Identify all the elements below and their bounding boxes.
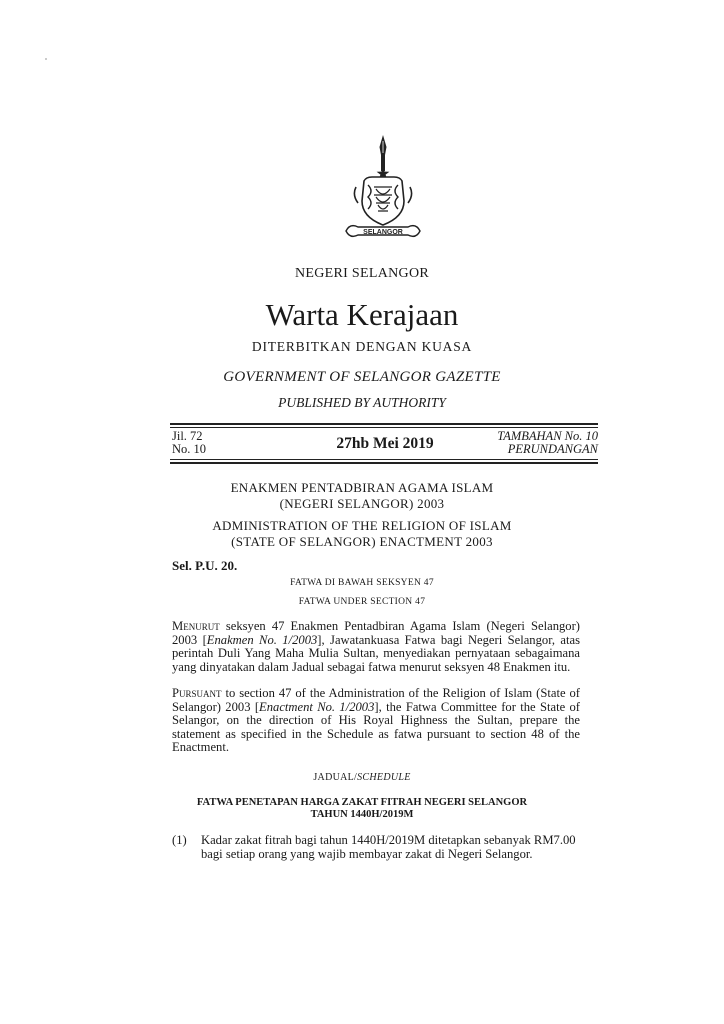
enactment-title-en-line1: ADMINISTRATION OF THE RELIGION OF ISLAM	[212, 518, 512, 533]
fatwa-heading-en: FATWA UNDER SECTION 47	[298, 597, 426, 607]
enactment-title-ms-line1: ENAKMEN PENTADBIRAN AGAMA ISLAM	[230, 480, 494, 495]
fatwa-heading-ms: FATWA DI BAWAH SEKSYEN 47	[290, 578, 434, 588]
schedule-heading	[0, 772, 724, 783]
paragraph-en-text1: to section 47 of the Administration of the Religion of Islam (State of Selangor) 2003 [	[172, 686, 580, 714]
issue-date: 27hb Mei 2019	[336, 435, 434, 452]
selangor-crest-icon	[338, 133, 428, 248]
published-by-authority-en: PUBLISHED BY AUTHORITY	[278, 395, 446, 410]
masthead-bottom-rule	[170, 462, 598, 464]
crest-label: SELANGOR	[363, 229, 403, 236]
issue-masthead	[172, 430, 598, 460]
pu-number: Sel. P.U. 20.	[172, 558, 238, 573]
schedule-item-text: Kadar zakat fitrah bagi tahun 1440H/2019M ditetapkan sebanyak RM7.00 bagi setiap orang yang wajib membayar zakat di Negeri Selangor.	[201, 833, 576, 861]
supplement-label	[497, 430, 598, 456]
supplement-number: TAMBAHAN No. 10	[497, 429, 598, 443]
schedule-title	[0, 797, 724, 821]
schedule-label-en: SCHEDULE	[357, 772, 411, 783]
enactment-title-en-line2: (STATE OF SELANGOR) ENACTMENT 2003	[231, 534, 493, 549]
scan-speck	[45, 58, 47, 60]
paragraph-en-lead: Pursuant	[172, 686, 222, 700]
enactment-title-en	[0, 518, 724, 550]
paragraph-en-ref: Enactment No. 1/2003	[259, 699, 375, 714]
paragraph-ms-ref: Enakmen No. 1/2003	[206, 632, 318, 647]
masthead-bottom-rule-thin	[170, 459, 598, 460]
masthead-top-rule-thin	[170, 427, 598, 428]
volume-label: Jil. 72	[172, 429, 203, 443]
masthead-top-rule	[170, 423, 598, 425]
paragraph-en-text2: ], the Fatwa Committee for the State of Selangor, on the direction of His Royal Highness the Sultan, prepare the statement as specified in the Schedule as fatwa pursuant to section 48 of the Enactment.	[172, 699, 580, 754]
paragraph-ms	[172, 620, 580, 674]
paragraph-en	[172, 687, 580, 755]
schedule-title-line2: TAHUN 1440H/2019M	[310, 809, 414, 820]
schedule-label-ms: JADUAL/	[313, 772, 358, 783]
supplement-type: PERUNDANGAN	[507, 442, 598, 456]
gazette-title-en: GOVERNMENT OF SELANGOR GAZETTE	[223, 369, 501, 385]
issue-number: No. 10	[172, 442, 207, 456]
gazette-title: Warta Kerajaan	[265, 297, 459, 332]
state-name: NEGERI SELANGOR	[295, 266, 429, 281]
enactment-title-ms-line2: (NEGERI SELANGOR) 2003	[279, 496, 445, 511]
schedule-title-line1: FATWA PENETAPAN HARGA ZAKAT FITRAH NEGERI SELANGOR	[196, 797, 528, 808]
published-by-authority-ms: DITERBITKAN DENGAN KUASA	[251, 339, 473, 354]
paragraph-ms-lead: Menurut	[172, 619, 220, 633]
paragraph-ms-text2: ], Jawatankuasa Fatwa bagi Negeri Selangor, atas perintah Duli Yang Maha Mulia Sultan, menyediakan pernyataan sebagaimana yang dinyatakan dalam Jadual sebagai fatwa menurut seksyen 48 Enakmen itu.	[172, 632, 581, 674]
enactment-title-ms	[0, 480, 724, 512]
schedule-item-number: (1)	[172, 833, 187, 847]
paragraph-ms-text1: seksyen 47 Enakmen Pentadbiran Agama Islam (Negeri Selangor) 2003 [	[172, 619, 580, 647]
